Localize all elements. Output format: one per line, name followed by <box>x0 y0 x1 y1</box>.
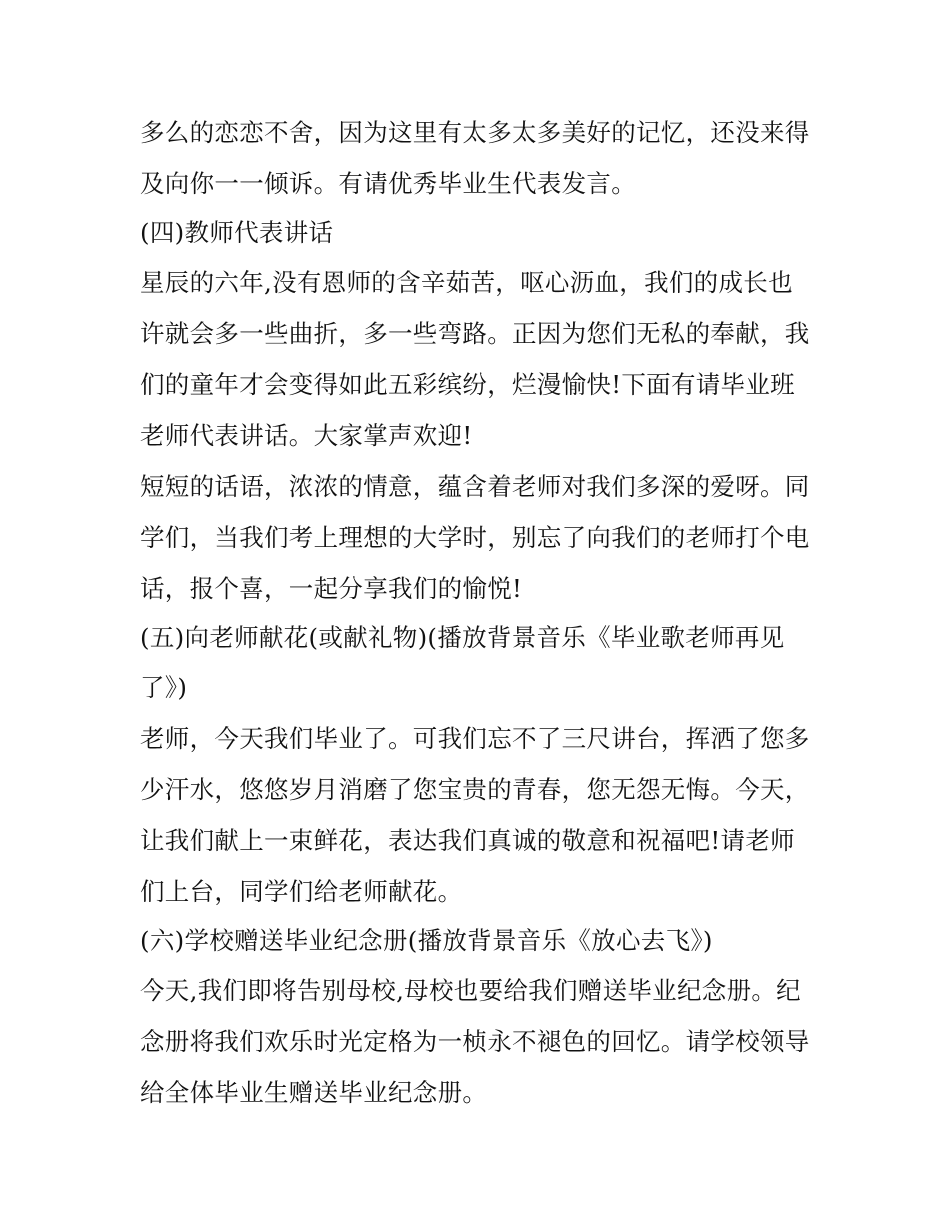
paragraph-line: 学们，当我们考上理想的大学时，别忘了向我们的老师打个电 <box>140 523 810 552</box>
paragraph-line: 们的童年才会变得如此五彩缤纷，烂漫愉快!下面有请毕业班 <box>140 370 795 399</box>
section-heading: (五)向老师献花(或献礼物)(播放背景音乐《毕业歌老师再见 <box>140 623 785 652</box>
paragraph-line: 老师，今天我们毕业了。可我们忘不了三尺讲台，挥洒了您多 <box>140 724 810 753</box>
section-heading: (四)教师代表讲话 <box>140 218 334 247</box>
paragraph-line: 星辰的六年,没有恩师的含辛茹苦，呕心沥血，我们的成长也 <box>140 268 793 297</box>
document-body <box>140 107 820 1118</box>
paragraph-line: 少汗水，悠悠岁月消磨了您宝贵的青春，您无怨无悔。今天， <box>140 775 810 804</box>
section-heading: (六)学校赠送毕业纪念册(播放背景音乐《放心去飞》) <box>140 926 713 955</box>
paragraph-line: 给全体毕业生赠送毕业纪念册。 <box>140 1078 488 1107</box>
paragraph-line: 让我们献上一束鲜花，表达我们真诚的敬意和祝福吧!请老师 <box>140 826 795 855</box>
paragraph-line: 话，报个喜，一起分享我们的愉悦! <box>140 574 523 603</box>
paragraph-line: 念册将我们欢乐时光定格为一桢永不褪色的回忆。请学校领导 <box>140 1027 810 1056</box>
paragraph-line: 许就会多一些曲折，多一些弯路。正因为您们无私的奉献，我 <box>140 319 810 348</box>
paragraph-line: 短短的话语，浓浓的情意，蕴含着老师对我们多深的爱呀。同 <box>140 472 810 501</box>
paragraph-line: 及向你一一倾诉。有请优秀毕业生代表发言。 <box>140 169 636 198</box>
paragraph-line: 多么的恋恋不舍，因为这里有太多太多美好的记忆，还没来得 <box>140 118 810 147</box>
paragraph-line: 今天,我们即将告别母校,母校也要给我们赠送毕业纪念册。纪 <box>140 976 801 1005</box>
paragraph-line: 们上台，同学们给老师献花。 <box>140 877 463 906</box>
paragraph-line: 老师代表讲话。大家掌声欢迎! <box>140 421 473 450</box>
section-heading-continued: 了》) <box>140 673 188 702</box>
